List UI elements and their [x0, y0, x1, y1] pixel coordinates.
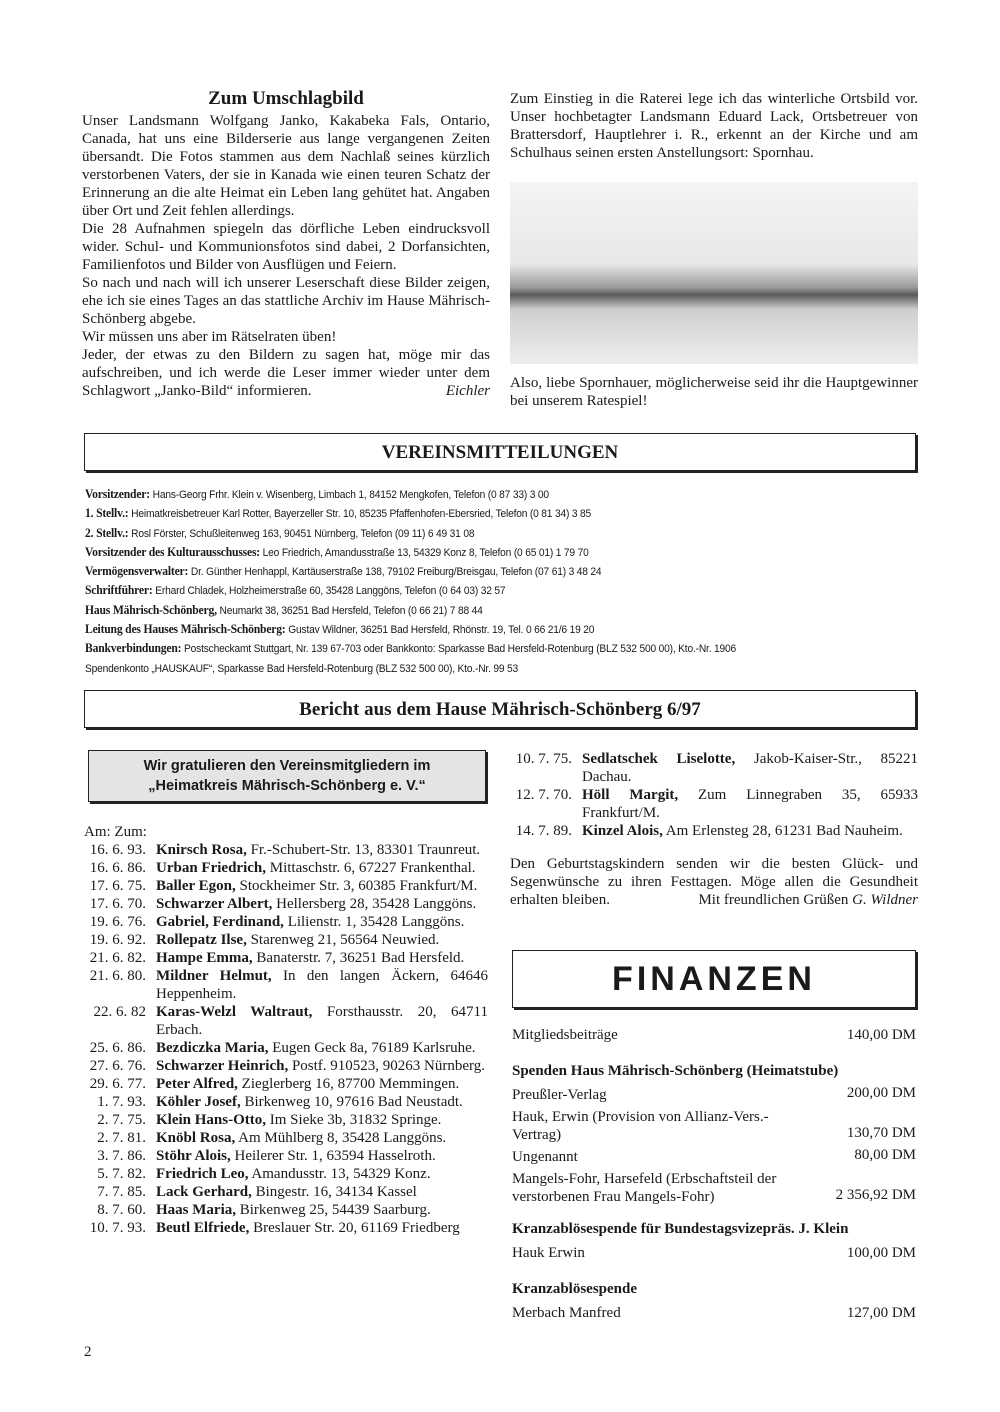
birthday-date: 10. 7. 93.: [89, 1220, 146, 1236]
member-name: Schwarzer Albert,: [156, 896, 273, 912]
gratulation-box: [88, 750, 486, 802]
birthday-row: [82, 931, 488, 949]
verein-text: Heimatkreisbetreuer Karl Rotter, Bayerzeller Str. 10, 85235 Pfaffenhofen-Ebersried, Telefon (0 81 34) 3 85: [131, 508, 592, 521]
birthday-date: 14. 7. 89.: [515, 823, 572, 839]
member-name: Lack Gerhard,: [156, 1184, 252, 1200]
finance-row: [512, 1304, 916, 1322]
member-address: Eugen Geck 8a, 76189 Karlsruhe.: [272, 1040, 476, 1056]
birthday-row: [508, 822, 918, 840]
birthday-date: 21. 6. 80.: [89, 968, 146, 984]
member-address: Im Sieke 3b, 31832 Springe.: [269, 1112, 442, 1128]
finance-amount: 140,00 DM: [846, 1027, 916, 1043]
member-address: Zieglerberg 16, 87700 Memmingen.: [241, 1076, 460, 1092]
member-name: Köhler Josef,: [156, 1094, 241, 1110]
birthday-row: [82, 967, 488, 1003]
birthday-row: [508, 786, 918, 822]
member-name: Klein Hans-Otto,: [156, 1112, 267, 1128]
verein-label: Bankverbindungen:: [85, 641, 182, 656]
member-address: Am Mühlberg 8, 35428 Langgöns.: [238, 1130, 447, 1146]
birthday-list: [82, 841, 488, 1237]
member-name: Baller Egon,: [156, 878, 236, 894]
birthday-date: 22. 6. 82: [93, 1004, 146, 1020]
birthday-row: [508, 750, 918, 786]
member-address: Banaterstr. 7, 36251 Bad Hersfeld.: [256, 950, 465, 966]
member-address: Am Erlensteg 28, 61231 Bad Nauheim.: [665, 823, 903, 839]
verein-text: Erhard Chladek, Holzheimerstraße 60, 35428 Langgöns, Telefon (0 64 03) 32 57: [155, 585, 506, 598]
birthday-date: 2. 7. 81.: [97, 1130, 146, 1146]
birthday-row: [82, 895, 488, 913]
umschlag-text4: Wir müssen uns aber im Rätselraten üben!: [82, 329, 337, 345]
finance-amount: 2 356,92 DM: [835, 1187, 916, 1203]
finance-row: [512, 1144, 916, 1166]
verein-label: Schriftführer:: [85, 583, 153, 598]
verein-text: Leo Friedrich, Amandusstraße 13, 54329 Konz 8, Telefon (0 65 01) 1 79 70: [262, 546, 589, 559]
wishes-text: [510, 855, 918, 909]
verein-item: [85, 543, 922, 562]
finance-label: Ungenannt: [512, 1149, 578, 1165]
birthday-row: [82, 1165, 488, 1183]
verein-text: Spendenkonto „HAUSKAUF“, Sparkasse Bad Hersfeld-Rotenburg (BLZ 532 500 00), Kto.-Nr. 99 53: [85, 662, 519, 675]
verein-label: Leitung des Hauses Mährisch-Schönberg:: [85, 622, 286, 637]
birthday-date: 16. 6. 86.: [89, 860, 146, 876]
verein-text: Rosl Förster, Schußleitenweg 163, 90451 Nürnberg, Telefon (09 11) 6 49 31 08: [131, 527, 475, 540]
village-photo: [510, 182, 918, 364]
finance-row: [512, 1166, 916, 1206]
finance-row: [512, 1082, 916, 1104]
umschlag-text2: Die 28 Aufnahmen spiegeln das dörfliche Leben eindrucksvoll wider. Schul- und Kommunionsfotos sind dabei, 2 Dorfansichten, Familienfotos und Bilder von Ausflügen und Feiern.: [82, 221, 490, 273]
member-name: Hampe Emma,: [156, 950, 253, 966]
member-name: Mildner Helmut,: [156, 968, 272, 984]
verein-item: [85, 581, 922, 600]
birthday-date: 12. 7. 70.: [515, 787, 572, 803]
birthday-row: [82, 949, 488, 967]
finance-label: Hauk Erwin: [512, 1245, 585, 1261]
birthday-row: [82, 1219, 488, 1237]
finance-amount: 100,00 DM: [846, 1245, 916, 1261]
birthday-row: [82, 1183, 488, 1201]
verein-label: 2. Stellv.:: [85, 525, 129, 540]
member-address: Birkenweg 25, 54439 Saarburg.: [239, 1202, 431, 1218]
verein-text: Gustav Wildner, 36251 Bad Hersfeld, Rhönstr. 19, Tel. 0 66 21/6 19 20: [288, 624, 595, 637]
member-address: Starenweg 21, 56564 Neuwied.: [250, 932, 440, 948]
umschlag-text: Unser Landsmann Wolfgang Janko, Kakabeka Fals, Ontario, Canada, hat uns eine Bilderserie aus lange vergangenen Zeiten übersandt. Die Fotos stammen aus dem Nachlaß seines kürzlich verstorbenen Vaters, der sie in Kanada wie einen teuren Schatz der Erinnerung an die alte Heimat ein Leben lang gehütet hat. Angaben über Ort und Zeit fehlen allerdings.: [82, 113, 490, 219]
birthday-date: 19. 6. 92.: [89, 932, 146, 948]
birthday-date: 10. 7. 75.: [515, 751, 572, 767]
finance-row: [512, 1104, 916, 1144]
verein-item: [85, 524, 922, 543]
member-name: Beutl Elfriede,: [156, 1220, 250, 1236]
finance-amount: 200,00 DM: [846, 1085, 916, 1101]
member-name: Stöhr Alois,: [156, 1148, 231, 1164]
member-name: Urban Friedrich,: [156, 860, 266, 876]
member-address: Stockheimer Str. 3, 60385 Frankfurt/M.: [239, 878, 478, 894]
member-address: In den langen Äckern, 64646 Heppenheim.: [156, 968, 489, 1002]
birthday-row: [82, 1039, 488, 1057]
finanzen-title: FINANZEN: [512, 950, 916, 1008]
verein-list: [85, 485, 985, 678]
birthday-date: 1. 7. 93.: [97, 1094, 146, 1110]
birthday-row: [82, 1147, 488, 1165]
raterei-intro: Zum Einstieg in die Raterei lege ich das winterliche Ortsbild vor. Unser hochbetagter Landsmann Eduard Lack, Ortsbetreuer von Brattersdorf, Hauptlehrer i. R., erkennt an der Kirche und am Schulhaus seinen ersten Anstellungsort: Spornhau.: [510, 91, 918, 161]
member-address: Mittaschstr. 6, 67227 Frankenthal.: [269, 860, 476, 876]
member-name: Peter Alfred,: [156, 1076, 238, 1092]
verein-item: [85, 620, 922, 639]
member-name: Rollepatz Ilse,: [156, 932, 247, 948]
wishes: Den Geburtstagskindern senden wir die besten Glück- und Segenwünsche zu ihren Festtagen. Möge allen die Gesundheit erhalten bleiben.: [510, 856, 918, 908]
umschlag-article: [82, 90, 490, 400]
birthday-row: [82, 877, 488, 895]
verein-label: Haus Mährisch-Schönberg,: [85, 602, 217, 617]
spenden-title: Spenden Haus Mährisch-Schönberg (Heimatstube): [512, 1063, 839, 1079]
member-name: Bezdiczka Maria,: [156, 1040, 269, 1056]
verein-item: [85, 639, 922, 658]
birthday-date: 8. 7. 60.: [97, 1202, 146, 1218]
verein-item: [85, 601, 922, 620]
member-address: Forsthausstr. 20, 64711 Erbach.: [156, 1004, 488, 1038]
verein-item: [85, 562, 922, 581]
umschlag-text5: Jeder, der etwas zu den Bildern zu sagen hat, möge mir das aufschreiben, und ich werde die Leser immer wieder unter dem Schlagwort „Janko-Bild“ informieren.: [82, 347, 490, 399]
birthday-date: 27. 6. 76.: [89, 1058, 146, 1074]
member-address: Bingestr. 16, 34134 Kassel: [255, 1184, 417, 1200]
verein-item: [85, 504, 922, 523]
member-address: Jakob-Kaiser-Str., 85221 Dachau.: [582, 751, 919, 785]
gratulation-header: Am: Zum:: [84, 824, 147, 840]
birthday-row: [82, 913, 488, 931]
member-name: Kinzel Alois,: [582, 823, 663, 839]
signer: G. Wildner: [852, 892, 918, 908]
birthday-date: 16. 6. 93.: [89, 842, 146, 858]
finance-amount: 127,00 DM: [846, 1305, 916, 1321]
birthday-date: 7. 7. 85.: [97, 1184, 146, 1200]
member-address: Amandusstr. 13, 54329 Konz.: [251, 1166, 431, 1182]
finance-label: Hauk, Erwin (Provision von Allianz-Vers.-Vertrag): [512, 1109, 769, 1143]
member-address: Fr.-Schubert-Str. 13, 83301 Traunreut.: [250, 842, 481, 858]
birthday-date: 17. 6. 70.: [89, 896, 146, 912]
verein-text: Dr. Günther Henhappl, Kartäuserstraße 138, 79102 Freiburg/Breisgau, Telefon (07 61) 3 48 24: [190, 566, 602, 579]
member-address: Postf. 910523, 90263 Nürnberg.: [291, 1058, 486, 1074]
umschlag-author: Eichler: [445, 383, 490, 399]
birthday-row: [82, 841, 488, 859]
member-address: Lilienstr. 1, 35428 Langgöns.: [287, 914, 465, 930]
page-number: 2: [84, 1344, 92, 1360]
member-address: Zum Linnegraben 35, 65933 Frankfurt/M.: [582, 787, 918, 821]
finance-amount: 130,70 DM: [846, 1125, 916, 1141]
member-name: Sedlatschek Liselotte,: [582, 751, 736, 767]
verein-item: [85, 485, 922, 504]
member-address: Breslauer Str. 20, 61169 Friedberg: [253, 1220, 460, 1236]
verein-text: Hans-Georg Frhr. Klein v. Wisenberg, Limbach 1, 84152 Mengkofen, Telefon (0 87 33) 3 00: [152, 489, 549, 501]
verein-title: VEREINSMITTEILUNGEN: [84, 433, 916, 471]
finance-label: Preußler-Verlag: [512, 1087, 607, 1103]
birthday-row: [82, 1201, 488, 1219]
kranz1-title: Kranzablösespende für Bundestagsvizepräs. J. Klein: [512, 1221, 849, 1237]
verein-label: Vorsitzender:: [85, 487, 150, 501]
umschlag-closing: [82, 346, 490, 400]
birthday-row: [82, 1003, 488, 1039]
member-name: Gabriel, Ferdinand,: [156, 914, 284, 930]
birthday-row: [82, 859, 488, 877]
umschlag-text3: So nach und nach will ich unserer Leserschaft diese Bilder zeigen, ehe ich sie eines Tages an das stattliche Archiv im Hause Mährisch-Schönberg abgebe.: [82, 275, 490, 327]
birthday-row: [82, 1129, 488, 1147]
greeting: Mit freundlichen Grüßen: [698, 892, 849, 908]
bericht-title: Bericht aus dem Hause Mährisch-Schönberg 6/97: [84, 690, 916, 728]
birthday-row: [82, 1093, 488, 1111]
birthday-row: [82, 1057, 488, 1075]
birthday-row: [82, 1111, 488, 1129]
kranz2-title: Kranzablösespende: [512, 1281, 638, 1297]
member-name: Höll Margit,: [582, 787, 679, 803]
member-name: Knöbl Rosa,: [156, 1130, 236, 1146]
finance-row: [512, 1026, 916, 1044]
birthday-date: 3. 7. 86.: [97, 1148, 146, 1164]
finance-label: Merbach Manfred: [512, 1305, 621, 1321]
birthday-date: 5. 7. 82.: [97, 1166, 146, 1182]
member-name: Haas Maria,: [156, 1202, 236, 1218]
member-address: Heilerer Str. 1, 63594 Hasselroth.: [234, 1148, 436, 1164]
verein-label: Vermögensverwalter:: [85, 564, 189, 579]
verein-text: Postscheckamt Stuttgart, Nr. 139 67-703 oder Bankkonto: Sparkasse Bad Hersfeld-Rotenburg (BLZ 532 500 00), Kto.-Nr. 1906: [184, 643, 737, 656]
finance-label: Mitgliedsbeiträge: [512, 1027, 618, 1043]
birthday-date: 21. 6. 82.: [89, 950, 146, 966]
member-name: Schwarzer Heinrich,: [156, 1058, 289, 1074]
birthday-list-continued: [508, 750, 918, 840]
birthday-row: [82, 1075, 488, 1093]
member-name: Karas-Welzl Waltraut,: [156, 1004, 313, 1020]
umschlag-title: Zum Umschlagbild: [208, 88, 364, 109]
verein-text: Neumarkt 38, 36251 Bad Hersfeld, Telefon (0 66 21) 7 88 44: [219, 604, 483, 617]
verein-label: 1. Stellv.:: [85, 506, 129, 521]
finance-amount: 80,00 DM: [854, 1147, 916, 1163]
photo-caption: Also, liebe Spornhauer, möglicherweise seid ihr die Hauptgewinner bei unserem Ratespiel!: [510, 375, 918, 409]
birthday-date: 29. 6. 77.: [89, 1076, 146, 1092]
member-address: Birkenweg 10, 97616 Bad Neustadt.: [244, 1094, 463, 1110]
birthday-date: 2. 7. 75.: [97, 1112, 146, 1128]
gratulation-title2: „Heimatkreis Mährisch-Schönberg e. V.“: [148, 778, 426, 794]
member-name: Knirsch Rosa,: [156, 842, 247, 858]
verein-label: Vorsitzender des Kulturausschusses:: [85, 544, 260, 559]
verein-item: [85, 659, 922, 678]
finance-row: [512, 1244, 916, 1262]
member-name: Friedrich Leo,: [156, 1166, 249, 1182]
member-address: Hellersberg 28, 35428 Langgöns.: [276, 896, 477, 912]
finance-label: Mangels-Fohr, Harsefeld (Erbschaftsteil der verstorbenen Frau Mangels-Fohr): [512, 1171, 777, 1205]
birthday-date: 19. 6. 76.: [89, 914, 146, 930]
birthday-date: 25. 6. 86.: [89, 1040, 146, 1056]
gratulation-title1: Wir gratulieren den Vereinsmitgliedern im: [143, 758, 431, 774]
finanzen-list: [512, 1026, 916, 1322]
birthday-date: 17. 6. 75.: [89, 878, 146, 894]
